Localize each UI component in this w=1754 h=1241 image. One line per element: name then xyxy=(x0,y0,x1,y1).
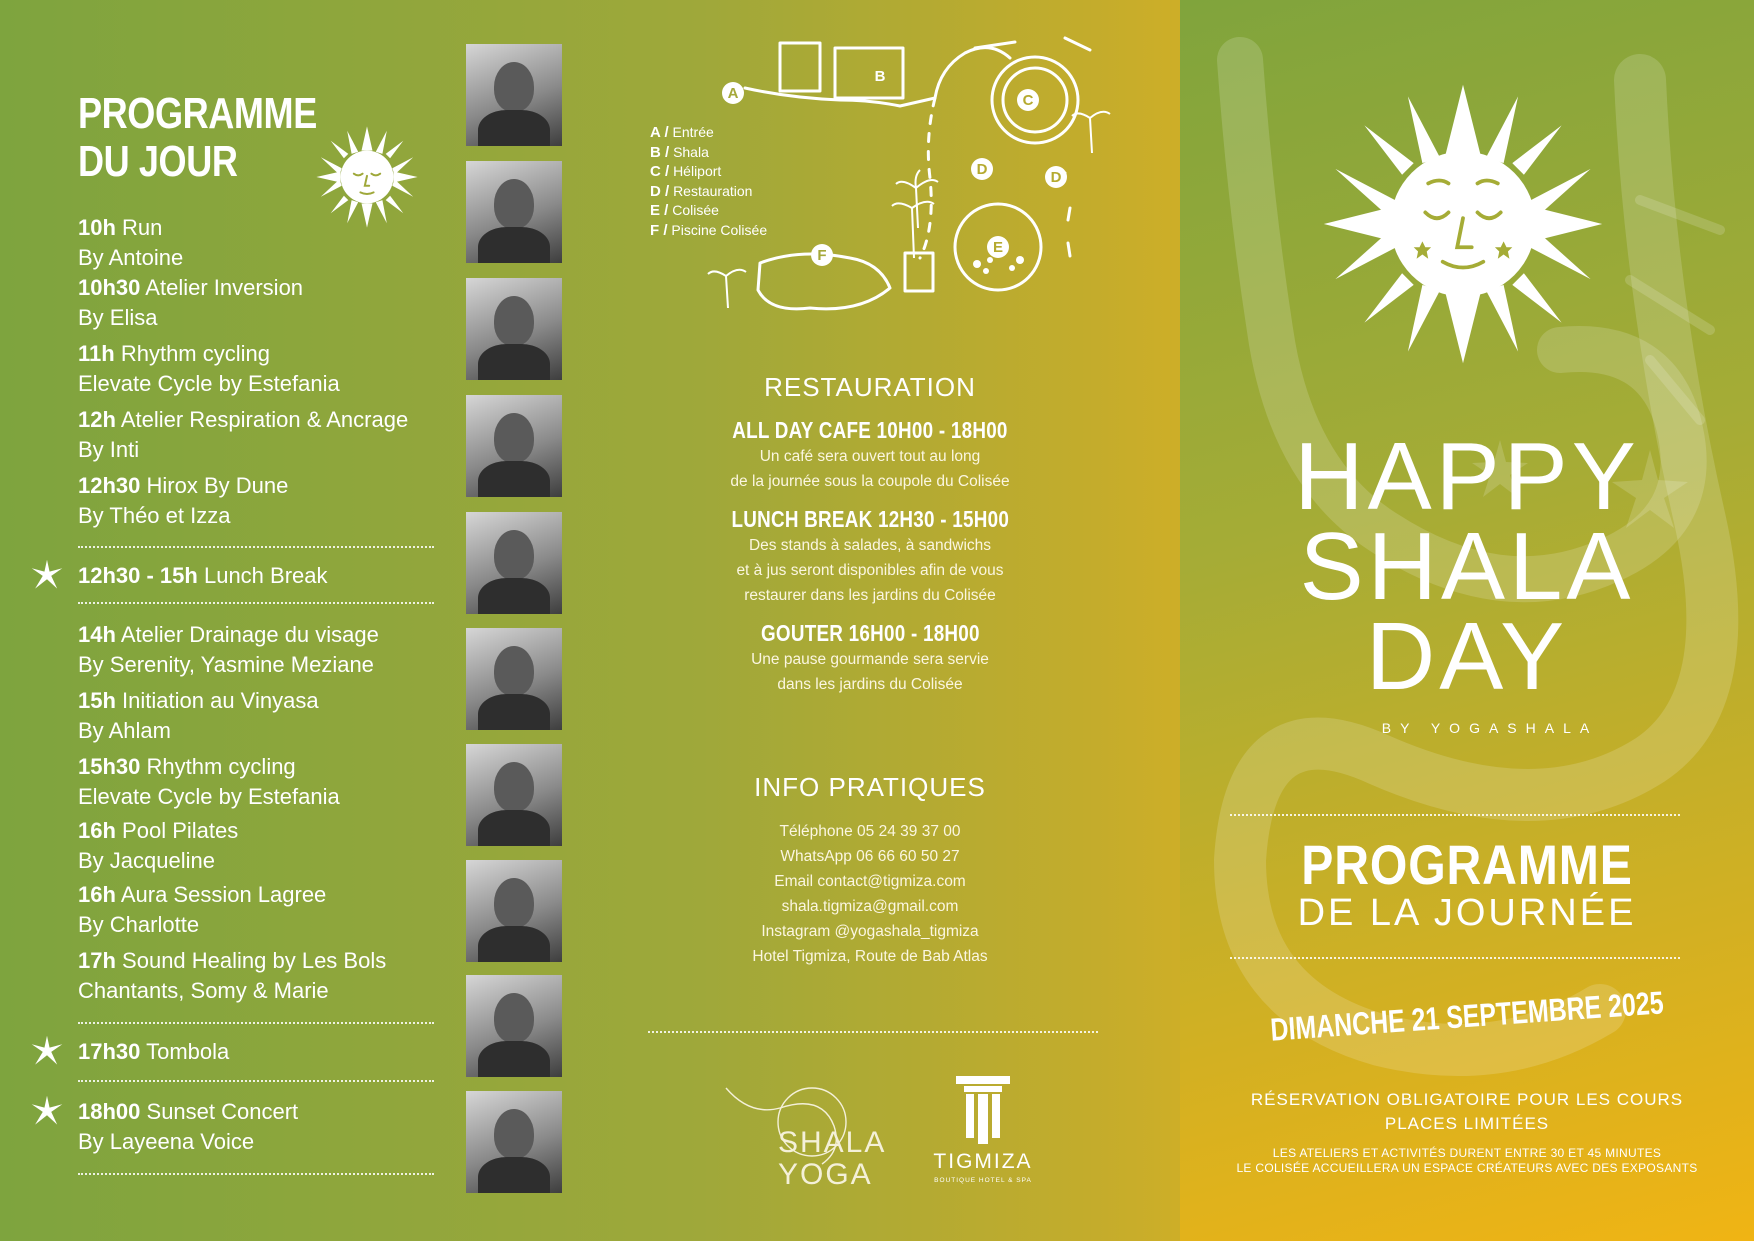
list-item xyxy=(78,816,450,876)
notice-line: RÉSERVATION OBLIGATOIRE POUR LES COURS xyxy=(1250,1090,1684,1109)
legend-item xyxy=(650,221,767,241)
activity: Tombola xyxy=(146,1039,230,1064)
activity: Initiation au Vinyasa xyxy=(122,688,319,713)
list-item xyxy=(78,405,450,465)
list-item xyxy=(78,471,450,531)
programme-title: PROGRAMME xyxy=(1301,833,1633,896)
logo-text: TIGMIZA xyxy=(933,1150,1033,1173)
sun-icon xyxy=(1318,74,1608,374)
time: 12h xyxy=(78,407,116,432)
activity: Rhythm cycling xyxy=(120,341,270,366)
block-text: restaurer dans les jardins du Colisée xyxy=(744,587,996,604)
star-icon xyxy=(30,558,64,592)
host: By Serenity, Yasmine Meziane xyxy=(78,652,374,677)
time: 12h30 xyxy=(78,473,141,498)
activity: Run xyxy=(122,215,163,240)
block-text: Une pause gourmande sera servie xyxy=(751,651,989,668)
list-item xyxy=(78,213,450,273)
legend-item xyxy=(650,123,767,143)
legend-key: F / xyxy=(650,221,668,239)
host: By Ahlam xyxy=(78,718,171,743)
address-text: Hotel Tigmiza, Route de Bab Atlas xyxy=(752,948,988,965)
map-letter-a: A xyxy=(727,85,739,102)
legend-item xyxy=(650,143,767,163)
restauration-section xyxy=(600,372,1140,697)
activities-note xyxy=(1180,1146,1754,1176)
host: Elevate Cycle by Estefania xyxy=(78,371,340,396)
activity: Atelier Inversion xyxy=(145,275,304,300)
list-item xyxy=(78,273,450,333)
activity: Sound Healing by Les Bols xyxy=(122,948,387,973)
legend-label: Entrée xyxy=(672,124,714,140)
phone-text: Téléphone 05 24 39 37 00 xyxy=(779,823,961,840)
host: By Elisa xyxy=(78,305,158,330)
activity: Aura Session Lagree xyxy=(120,882,327,907)
event-date: DIMANCHE 21 SEPTEMBRE 2025 xyxy=(1269,984,1665,1048)
activity: Rhythm cycling xyxy=(146,754,296,779)
block-heading: ALL DAY CAFE 10H00 - 18H00 xyxy=(732,417,1008,443)
map-letter-d: D xyxy=(1050,169,1062,186)
time: 16h xyxy=(78,818,116,843)
time: 12h30 - 15h xyxy=(78,563,198,588)
activity: Pool Pilates xyxy=(122,818,239,843)
legend-item xyxy=(650,201,767,221)
speaker-photo xyxy=(466,161,562,263)
speaker-photo xyxy=(466,628,562,730)
highlight-item xyxy=(78,1037,229,1067)
reservation-notice xyxy=(1180,1088,1754,1136)
speaker-photo xyxy=(466,395,562,497)
dotted-divider xyxy=(78,1173,434,1175)
legend-label: Piscine Colisée xyxy=(671,221,768,238)
block-text: Des stands à salades, à sandwichs xyxy=(748,537,992,554)
notice-line: PLACES LIMITÉES xyxy=(1384,1114,1550,1133)
legend-item xyxy=(650,162,767,182)
speaker-photo xyxy=(466,744,562,846)
time: 15h30 xyxy=(78,754,141,779)
activity: Atelier Drainage du visage xyxy=(120,622,379,647)
time: 17h xyxy=(78,948,116,973)
email-text: shala.tigmiza@gmail.com xyxy=(781,898,959,915)
tigmiza-logo xyxy=(918,1072,1048,1198)
block-text: dans les jardins du Colisée xyxy=(777,676,963,693)
dotted-divider xyxy=(648,1031,1098,1033)
schedule-list xyxy=(78,213,450,531)
list-item xyxy=(78,880,450,940)
list-item xyxy=(78,946,450,1006)
whatsapp-text: WhatsApp 06 66 60 50 27 xyxy=(780,848,960,865)
host: By Jacqueline xyxy=(78,848,215,873)
map-letter-f: F xyxy=(817,247,827,264)
list-item xyxy=(78,686,450,746)
logo-subtext: BOUTIQUE HOTEL & SPA xyxy=(934,1177,1032,1184)
highlight-item xyxy=(78,561,328,591)
cover-panel xyxy=(1180,0,1754,1241)
dotted-divider xyxy=(78,1022,434,1024)
speaker-photo xyxy=(466,975,562,1077)
title-line: DU JOUR xyxy=(78,137,238,186)
dotted-divider xyxy=(78,602,434,604)
highlight-item xyxy=(78,1097,298,1157)
map-legend xyxy=(650,123,767,240)
list-item xyxy=(78,620,450,680)
shala-yoga-logo xyxy=(722,1080,890,1190)
star-icon xyxy=(30,1034,64,1068)
legend-label: Colisée xyxy=(672,202,719,218)
block-text: et à jus seront disponibles afin de vous xyxy=(736,562,1004,579)
section-title: INFO PRATIQUES xyxy=(754,772,986,802)
time: 17h30 xyxy=(78,1039,141,1064)
legend-label: Héliport xyxy=(673,163,722,179)
title-happy: HAPPY xyxy=(1294,423,1640,530)
map-letter-b: B xyxy=(874,68,886,85)
map-letter-d: D xyxy=(976,161,988,178)
speaker-photo xyxy=(466,860,562,962)
activity: Lunch Break xyxy=(203,563,328,588)
note-line: LE COLISÉE ACCUEILLERA UN ESPACE CRÉATEURS AVEC DES EXPOSANTS xyxy=(1236,1161,1698,1175)
dotted-divider xyxy=(1230,957,1680,959)
instagram-text: Instagram @yogashala_tigmiza xyxy=(761,923,979,940)
map-letter-c: C xyxy=(1022,92,1034,109)
legend-key: D / xyxy=(650,182,670,200)
block-heading: GOUTER 16H00 - 18H00 xyxy=(760,620,980,646)
speaker-photo xyxy=(466,278,562,380)
legend-key: A / xyxy=(650,124,669,141)
title-line: PROGRAMME xyxy=(78,89,317,138)
host: Chantants, Somy & Marie xyxy=(78,978,329,1003)
legend-label: Shala xyxy=(673,143,709,160)
time: 18h00 xyxy=(78,1099,141,1124)
logo-text: SHALA xyxy=(778,1126,887,1159)
star-icon xyxy=(30,1094,64,1128)
block-text: Un café sera ouvert tout au long xyxy=(759,448,981,465)
time: 16h xyxy=(78,882,116,907)
list-item xyxy=(78,752,450,812)
dotted-divider xyxy=(78,1080,434,1082)
speaker-photo xyxy=(466,512,562,614)
logo-text: YOGA xyxy=(778,1158,873,1190)
title-day: DAY xyxy=(1365,603,1569,710)
activity: Atelier Respiration & Ancrage xyxy=(120,407,409,432)
legend-key: B / xyxy=(650,143,670,161)
legend-label: Restauration xyxy=(673,182,753,199)
time: 10h xyxy=(78,215,116,240)
host: By Layeena Voice xyxy=(78,1129,255,1154)
host: By Charlotte xyxy=(78,912,200,937)
legend-key: C / xyxy=(650,163,670,180)
time: 15h xyxy=(78,688,116,713)
host: By Théo et Izza xyxy=(78,503,231,528)
byline: BY YOGASHALA xyxy=(1381,720,1599,736)
time: 14h xyxy=(78,622,116,647)
legend-key: E / xyxy=(650,202,669,219)
activity: Hirox By Dune xyxy=(146,473,289,498)
title-shala: SHALA xyxy=(1299,513,1635,620)
speaker-photo xyxy=(466,1091,562,1193)
list-item xyxy=(78,339,450,399)
block-heading: LUNCH BREAK 12H30 - 15H00 xyxy=(731,506,1009,532)
block-text: de la journée sous la coupole du Colisée xyxy=(730,473,1010,490)
activity: Sunset Concert xyxy=(146,1099,299,1124)
schedule-list xyxy=(78,620,450,1006)
dotted-divider xyxy=(78,546,434,548)
map-letter-e: E xyxy=(992,239,1004,256)
section-title: RESTAURATION xyxy=(764,372,976,402)
speaker-photo xyxy=(466,44,562,146)
programme-du-jour-title xyxy=(78,89,317,186)
host: By Inti xyxy=(78,437,140,462)
info-pratiques-section xyxy=(600,772,1140,969)
dotted-divider xyxy=(1230,814,1680,816)
host: Elevate Cycle by Estefania xyxy=(78,784,340,809)
email-text: Email contact@tigmiza.com xyxy=(774,873,966,890)
note-line: LES ATELIERS ET ACTIVITÉS DURENT ENTRE 30 ET 45 MINUTES xyxy=(1272,1146,1662,1160)
host: By Antoine xyxy=(78,245,184,270)
time: 10h30 xyxy=(78,275,141,300)
programme-subtitle: DE LA JOURNÉE xyxy=(1297,892,1637,934)
time: 11h xyxy=(78,341,115,366)
legend-item xyxy=(650,182,767,202)
